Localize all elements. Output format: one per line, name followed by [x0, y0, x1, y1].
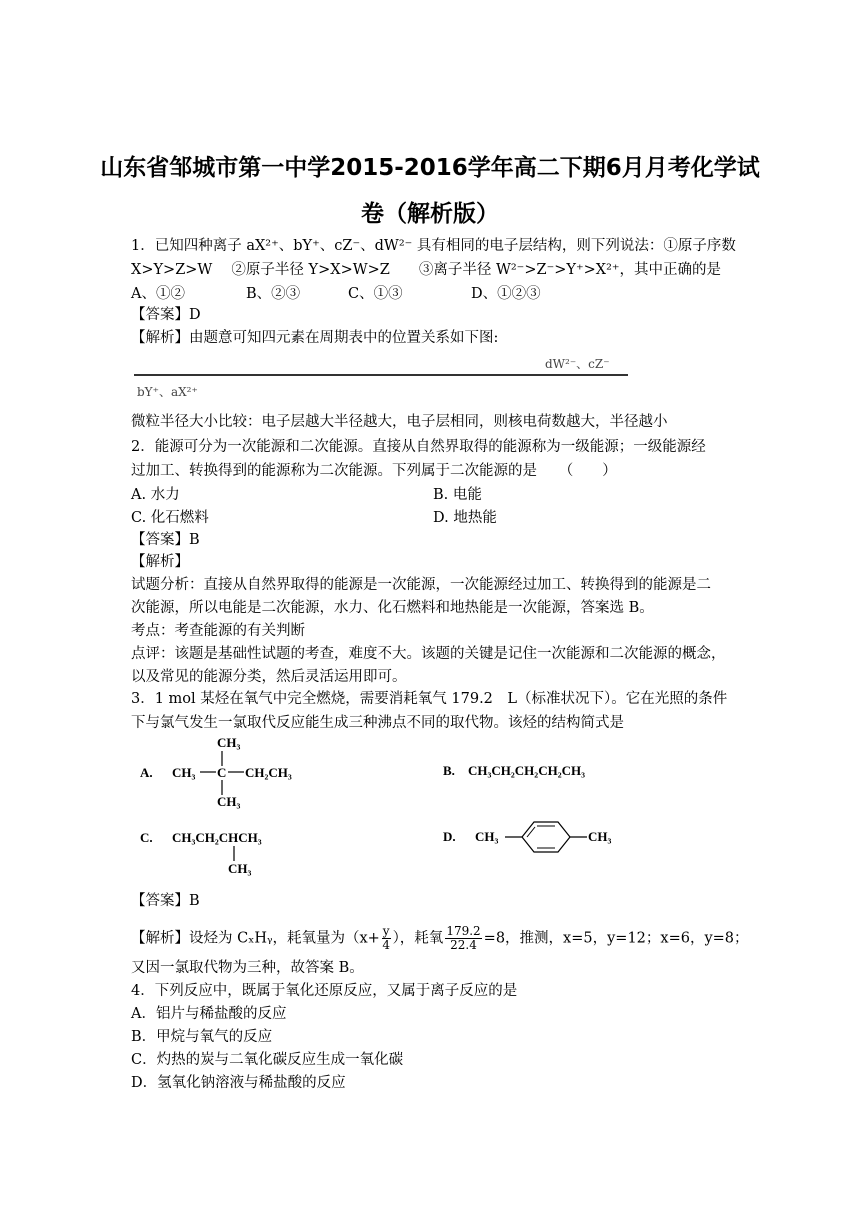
q3-a-ethyl: CH₂CH₃ [245, 765, 292, 780]
q2-option-a: A. 水力 [131, 487, 180, 503]
q3-stem-line1: 3．1 mol 某烃在氧气中完全燃烧，需要消耗氧气 179.2 L（标准状况下）。它在光照的条件 [131, 691, 728, 707]
q2-option-b: B. 电能 [433, 487, 482, 503]
q2-stem-line2: 过加工、转换得到的能源称为二次能源。下列属于二次能源的是 （ ） [131, 463, 617, 479]
q3-a-left-methyl: CH₃ [172, 765, 196, 780]
q2-analysis-line1: 试题分析：直接从自然界取得的能源是一次能源，一次能源经过加工、转换得到的能源是二 [131, 577, 711, 593]
q3-analysis-part-c: =8，推测，x=5，y=12；x=6，y=8； [483, 930, 749, 947]
document-title-line1: 山东省邹城市第一中学2015-2016学年高二下期6月月考化学试 [100, 155, 760, 181]
q3-c-label: C. [140, 830, 153, 845]
q1-answer: 【答案】D [131, 307, 201, 323]
q3-frac1-denominator: 4 [382, 938, 390, 952]
q2-option-d: D. 地热能 [433, 510, 497, 526]
document-title-line2: 卷（解析版） [361, 201, 499, 227]
q3-c-branch-methyl: CH₃ [228, 861, 252, 876]
q3-analysis-line2: 又因一氯取代物为三种，故答案 B。 [131, 960, 364, 976]
q3-analysis-part-b: ），耗氧 [392, 930, 444, 947]
q2-comment-line2: 以及常见的能源分类，然后灵活运用即可。 [131, 669, 407, 685]
q2-analysis-line2: 次能源，所以电能是二次能源，水力、化石燃料和地热能是一次能源，答案选 B。 [131, 600, 654, 616]
q4-option-b: B．甲烷与氧气的反应 [131, 1029, 273, 1045]
q3-b-label: B. [443, 763, 455, 778]
q1-figure-bottom-ions: bY⁺、aX²⁺ [137, 385, 198, 399]
q1-stem-b: 具有相同的电子层结构，则下列说法：①原子序数 [416, 238, 736, 254]
q3-a-central-carbon: C [217, 765, 227, 780]
q3-structures-figure [130, 735, 635, 885]
q4-option-d: D．氢氧化钠溶液与稀盐酸的反应 [131, 1075, 346, 1091]
q1-conclusion: 微粒半径大小比较：电子层越大半径越大，电子层相同，则核电荷数越大，半径越小 [131, 414, 668, 430]
q3-stem-line2: 下与氯气发生一氯取代反应能生成三种沸点不同的取代物。该烃的结构简式是 [131, 715, 624, 731]
q3-analysis-part-a: 【解析】设烃为 CₓHᵧ，耗氧量为（x+ [131, 930, 380, 947]
q2-comment-line1: 点评：该题是基础性试题的考查，难度不大。该题的关键是记住一次能源和二次能源的概念， [131, 646, 726, 662]
q1-figure-divider [134, 374, 628, 376]
q3-fraction-y-over-4 [382, 925, 391, 952]
q1-option-b: B、②③ [246, 286, 301, 302]
q1-stem [131, 236, 736, 256]
q3-d-label: D. [443, 829, 456, 844]
q1-option-a: A、①② [131, 286, 185, 302]
q1-figure-top-ions: dW²⁻、cZ⁻ [545, 357, 610, 371]
q3-answer: 【答案】B [131, 893, 200, 909]
q4-option-c: C．灼热的炭与二氧化碳反应生成一氧化碳 [131, 1052, 404, 1068]
q1-stem-ions: aX²⁺、bY⁺、cZ⁻、dW²⁻ [246, 238, 413, 254]
q1-option-d: D、①②③ [471, 286, 541, 302]
q3-frac2-numerator: 179.2 [446, 924, 481, 938]
q3-b-formula: CH₃CH₂CH₂CH₂CH₃ [468, 763, 585, 778]
q3-analysis-line1 [131, 924, 749, 952]
q1-analysis: 【解析】由题意可知四元素在周期表中的位置关系如下图: [131, 330, 499, 346]
q2-test-point: 考点：考查能源的有关判断 [131, 623, 305, 639]
q2-answer: 【答案】B [131, 532, 200, 548]
q3-a-bottom-methyl: CH₃ [217, 794, 241, 809]
q1-statements: X>Y>Z>W ②原子半径 Y>X>W>Z ③离子半径 W²⁻>Z⁻>Y⁺>X²⁺，其中正确的是 [131, 262, 722, 278]
q3-a-top-methyl: CH₃ [217, 735, 241, 750]
q3-a-label: A. [140, 765, 153, 780]
q3-d-left-methyl: CH₃ [475, 829, 499, 844]
q3-c-formula: CH₃CH₂CHCH₃ [172, 830, 262, 845]
q4-stem: 4．下列反应中，既属于氧化还原反应，又属于离子反应的是 [131, 983, 518, 999]
q3-d-right-methyl: CH₃ [588, 829, 612, 844]
q3-frac2-denominator: 22.4 [450, 938, 477, 952]
q4-option-a: A．铝片与稀盐酸的反应 [131, 1006, 287, 1022]
q2-stem-line1: 2．能源可分为一次能源和二次能源。直接从自然界取得的能源称为一级能源；一级能源经 [131, 439, 706, 455]
q1-stem-a: 1．已知四种离子 [131, 238, 242, 254]
q2-analysis-head: 【解析】 [131, 554, 189, 570]
q2-option-c: C. 化石燃料 [131, 510, 209, 526]
q3-frac1-numerator: y [382, 924, 390, 938]
q1-option-c: C、①③ [348, 286, 403, 302]
q3-fraction-volume-over-molar [445, 925, 481, 952]
